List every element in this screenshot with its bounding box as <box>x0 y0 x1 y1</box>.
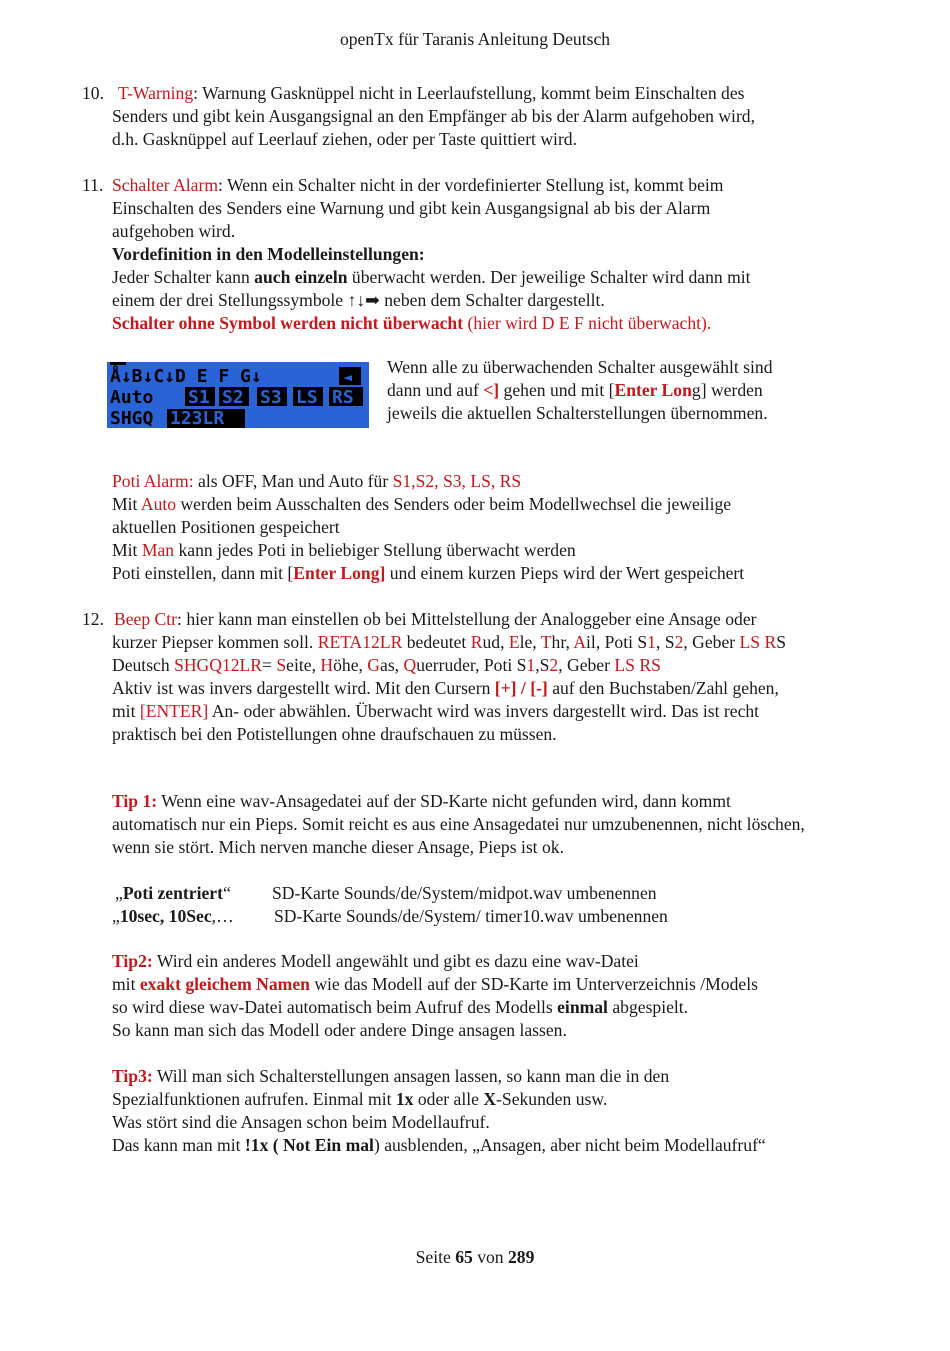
poti-alarm-term: Poti Alarm: <box>112 471 194 491</box>
page-total: 289 <box>507 1247 535 1267</box>
lcd-rs: RS <box>332 387 354 408</box>
poti-alarm-section: Poti Alarm: als OFF, Man und Auto für S1,S2, S3, LS, RS Mit Auto werden beim Ausschalten des Senders oder beim Modellwechsel die jeweilige aktuellen Positionen gespeichert Mit Man kann jedes Poti in beliebiger Stellung überwacht werden Poti einstellen, dann mit [Enter Long] und einem kurzen Pieps wird der Wert gespeichert <box>112 471 745 583</box>
item-12-number: 12. <box>82 609 104 629</box>
page-header: openTx für Taranis Anleitung Deutsch <box>339 29 611 49</box>
tip-1-row-poti-path: SD-Karte Sounds/de/System/midpot.wav umbenennen <box>272 883 657 903</box>
item-12-beep-ctr: Beep Ctr: hier kann man einstellen ob bei Mittelstellung der Analoggeber eine Ansage oder kurzer Piepser kommen soll. RETA12LR bedeutet Rud, Ele, Thr, Ail, Poti S1, S2, Geber LS RS Deutsch SHGQ12LR= Seite, Höhe, Gas, Querruder, Poti S1,S2, Geber LS RS Aktiv ist was invers dargestellt wird. Mit den Cursern [+] / [-] auf den Buchstaben/Zahl gehen, mit [ENTER] An- oder abwählen. Überwacht wird was invers dargestellt wird. Das ist recht praktisch bei den Potistellungen ohne draufschauen zu müssen. <box>112 609 787 744</box>
tip-2: Tip2: Wird ein anderes Modell angewählt und gibt es dazu eine wav-Datei mit exakt gleichem Namen wie das Modell auf der SD-Karte im Unterverzeichnis /Models so wird diese wav-Datei automatisch beim Aufruf des Modells einmal abgespielt. So kann man sich das Modell oder andere Dinge ansagen lassen. <box>112 951 758 1040</box>
tip-1: Tip 1: Wenn eine wav-Ansagedatei auf der SD-Karte nicht gefunden wird, dann kommt automatisch nur ein Pieps. Somit reicht es aus eine Ansagedatei nur umzubenennen, nicht löschen, wenn sie stört. Mich nerven manche dieser Ansage, Pieps ist ok. <box>112 791 805 857</box>
lcd-switch-warning-screen <box>107 362 369 428</box>
tip-3: Tip3: Will man sich Schalterstellungen ansagen lassen, so kann man die in den Spezialfunktionen aufrufen. Einmal mit 1x oder alle X-Sekunden usw. Was stört sind die Ansagen schon beim Modellaufruf. Das kann man mit !1x ( Not Ein mal) ausblenden, „Ansagen, aber nicht beim Modellaufruf“ <box>112 1066 766 1155</box>
lcd-s1: S1 <box>188 387 210 408</box>
lcd-s2: S2 <box>222 387 244 408</box>
lcd-ls: LS <box>296 387 318 408</box>
tip-3-label: Tip3: <box>112 1066 153 1086</box>
lcd-row-2-label: Auto <box>110 387 154 408</box>
lcd-row-3-label: SHGQ <box>110 408 154 428</box>
lcd-description: Wenn alle zu überwachenden Schalter ausgewählt sind dann und auf <] gehen und mit [Enter Long] werden jeweils die aktuellen Schalterstellungen übernommen. <box>387 357 773 423</box>
t-warning-term: T-Warning <box>118 83 194 103</box>
schalter-alarm-term: Schalter Alarm <box>112 175 219 195</box>
vordefinition-heading: Vordefinition in den Modelleinstellungen: <box>112 244 425 264</box>
page-number: 65 <box>455 1247 473 1267</box>
beep-ctr-term: Beep Ctr <box>114 609 178 629</box>
item-11-schalter-alarm: Schalter Alarm: Wenn ein Schalter nicht in der vordefinierter Stellung ist, kommt beim Einschalten des Senders eine Warnung und gibt kein Ausgangsignal ab bis der Alarm aufgehoben wird. Vordefinition in den Modelleinstellungen: Jeder Schalter kann auch einzeln überwacht werden. Der jeweilige Schalter wird dann mit einem der drei Stellungssymbole ↑↓➡ neben dem Schalter dargestellt. Schalter ohne Symbol werden nicht überwacht (hier wird D E F nicht überwacht). <box>112 174 912 335</box>
lcd-s3: S3 <box>260 387 282 408</box>
page-footer: Seite 65 von 289 <box>415 1247 535 1267</box>
item-11-number: 11. <box>82 175 104 195</box>
item-10-t-warning: T-Warning: Warnung Gasknüppel nicht in Leerlaufstellung, kommt beim Einschalten des Senders und gibt kein Ausgangsignal an den Empfänger ab bis der Alarm aufgehoben wird, d.h. Gasknüppel auf Leerlauf ziehen, oder per Taste quittiert wird. <box>112 83 755 149</box>
lcd-display <box>107 362 369 428</box>
lcd-row-1: Å↓B↓C↓D E F G↓ <box>110 366 262 387</box>
tip-1-row-poti: „Poti zentriert“ <box>115 883 231 903</box>
item-10-number: 10. <box>82 83 104 103</box>
position-symbols-icon: ↑↓➡ <box>347 290 380 310</box>
tip-1-row-timer: „10sec, 10Sec,… <box>112 906 234 926</box>
tip-2-label: Tip2: <box>112 951 153 971</box>
lcd-row-3-inverted: 123LR <box>170 408 225 428</box>
tip-1-label: Tip 1: <box>112 791 158 811</box>
lcd-back-icon: ◄ <box>343 368 353 386</box>
tip-1-row-timer-path: SD-Karte Sounds/de/System/ timer10.wav umbenennen <box>274 906 668 926</box>
